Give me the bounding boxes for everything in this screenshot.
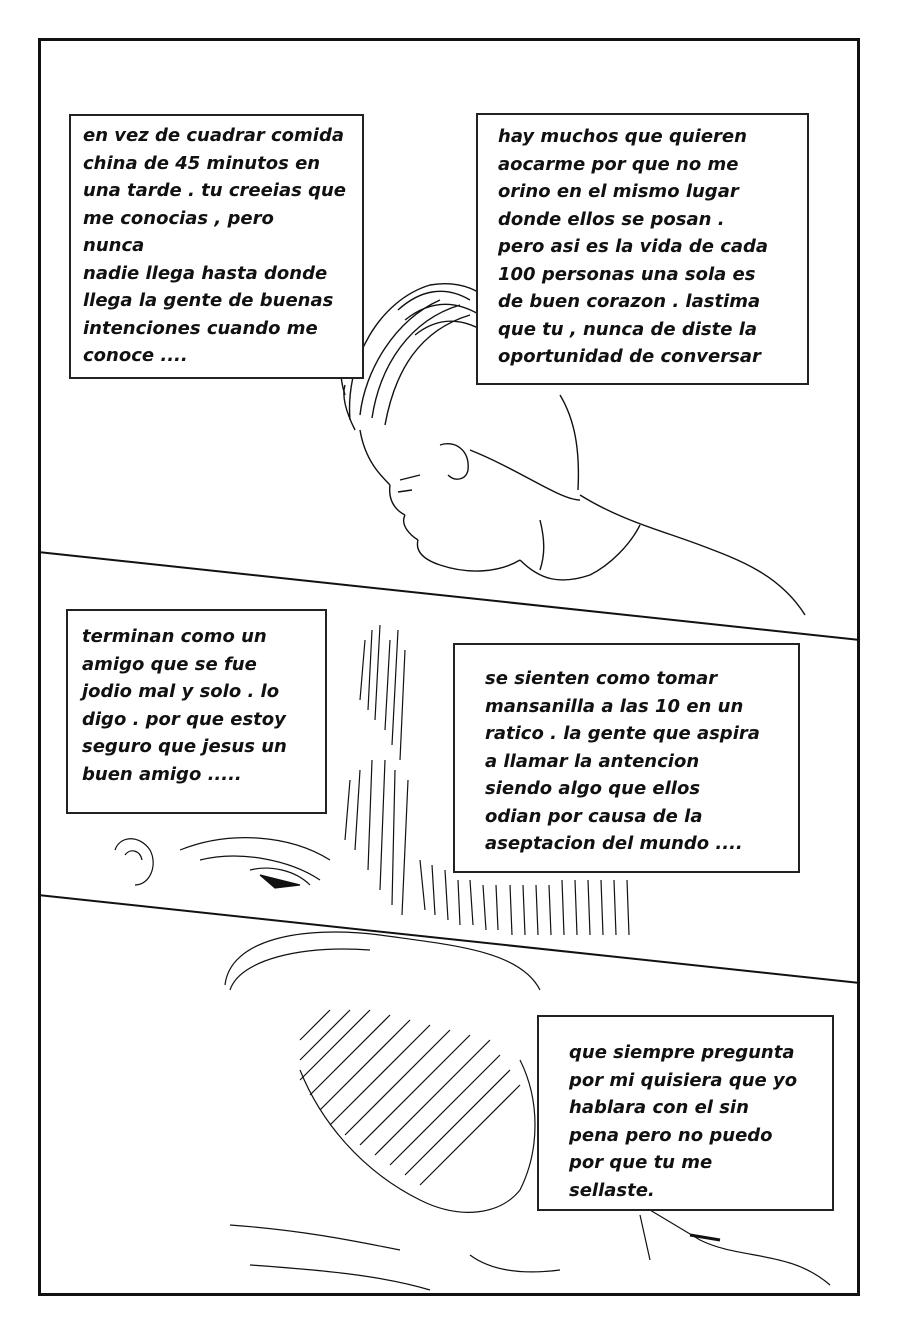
caption-panel2-right: se sienten como tomar mansanilla a las 10 en un ratico . la gente que aspira a llamar la antencion siendo algo que ellos odian por causa de la aseptacion del mundo .... bbox=[453, 643, 800, 873]
caption-panel1-right: hay muchos que quieren aocarme por que no me orino en el mismo lugar donde ellos se posan . pero asi es la vida de cada 100 personas una sola es de buen corazon . lastima que tu , nunca de diste la oportunidad de conversar bbox=[476, 113, 809, 385]
caption-panel1-left: en vez de cuadrar comida china de 45 minutos en una tarde . tu creeias que me conocias , pero nunca nadie llega hasta donde llega la gente de buenas intenciones cuando me conoce .... bbox=[69, 114, 364, 379]
caption-panel3-right: que siempre pregunta por mi quisiera que yo hablara con el sin pena pero no puedo por que tu me sellaste. bbox=[537, 1015, 834, 1211]
panel-divider-2 bbox=[38, 895, 860, 983]
caption-panel2-left: terminan como un amigo que se fue jodio mal y solo . lo digo . por que estoy seguro que jesus un buen amigo ..... bbox=[66, 609, 327, 814]
